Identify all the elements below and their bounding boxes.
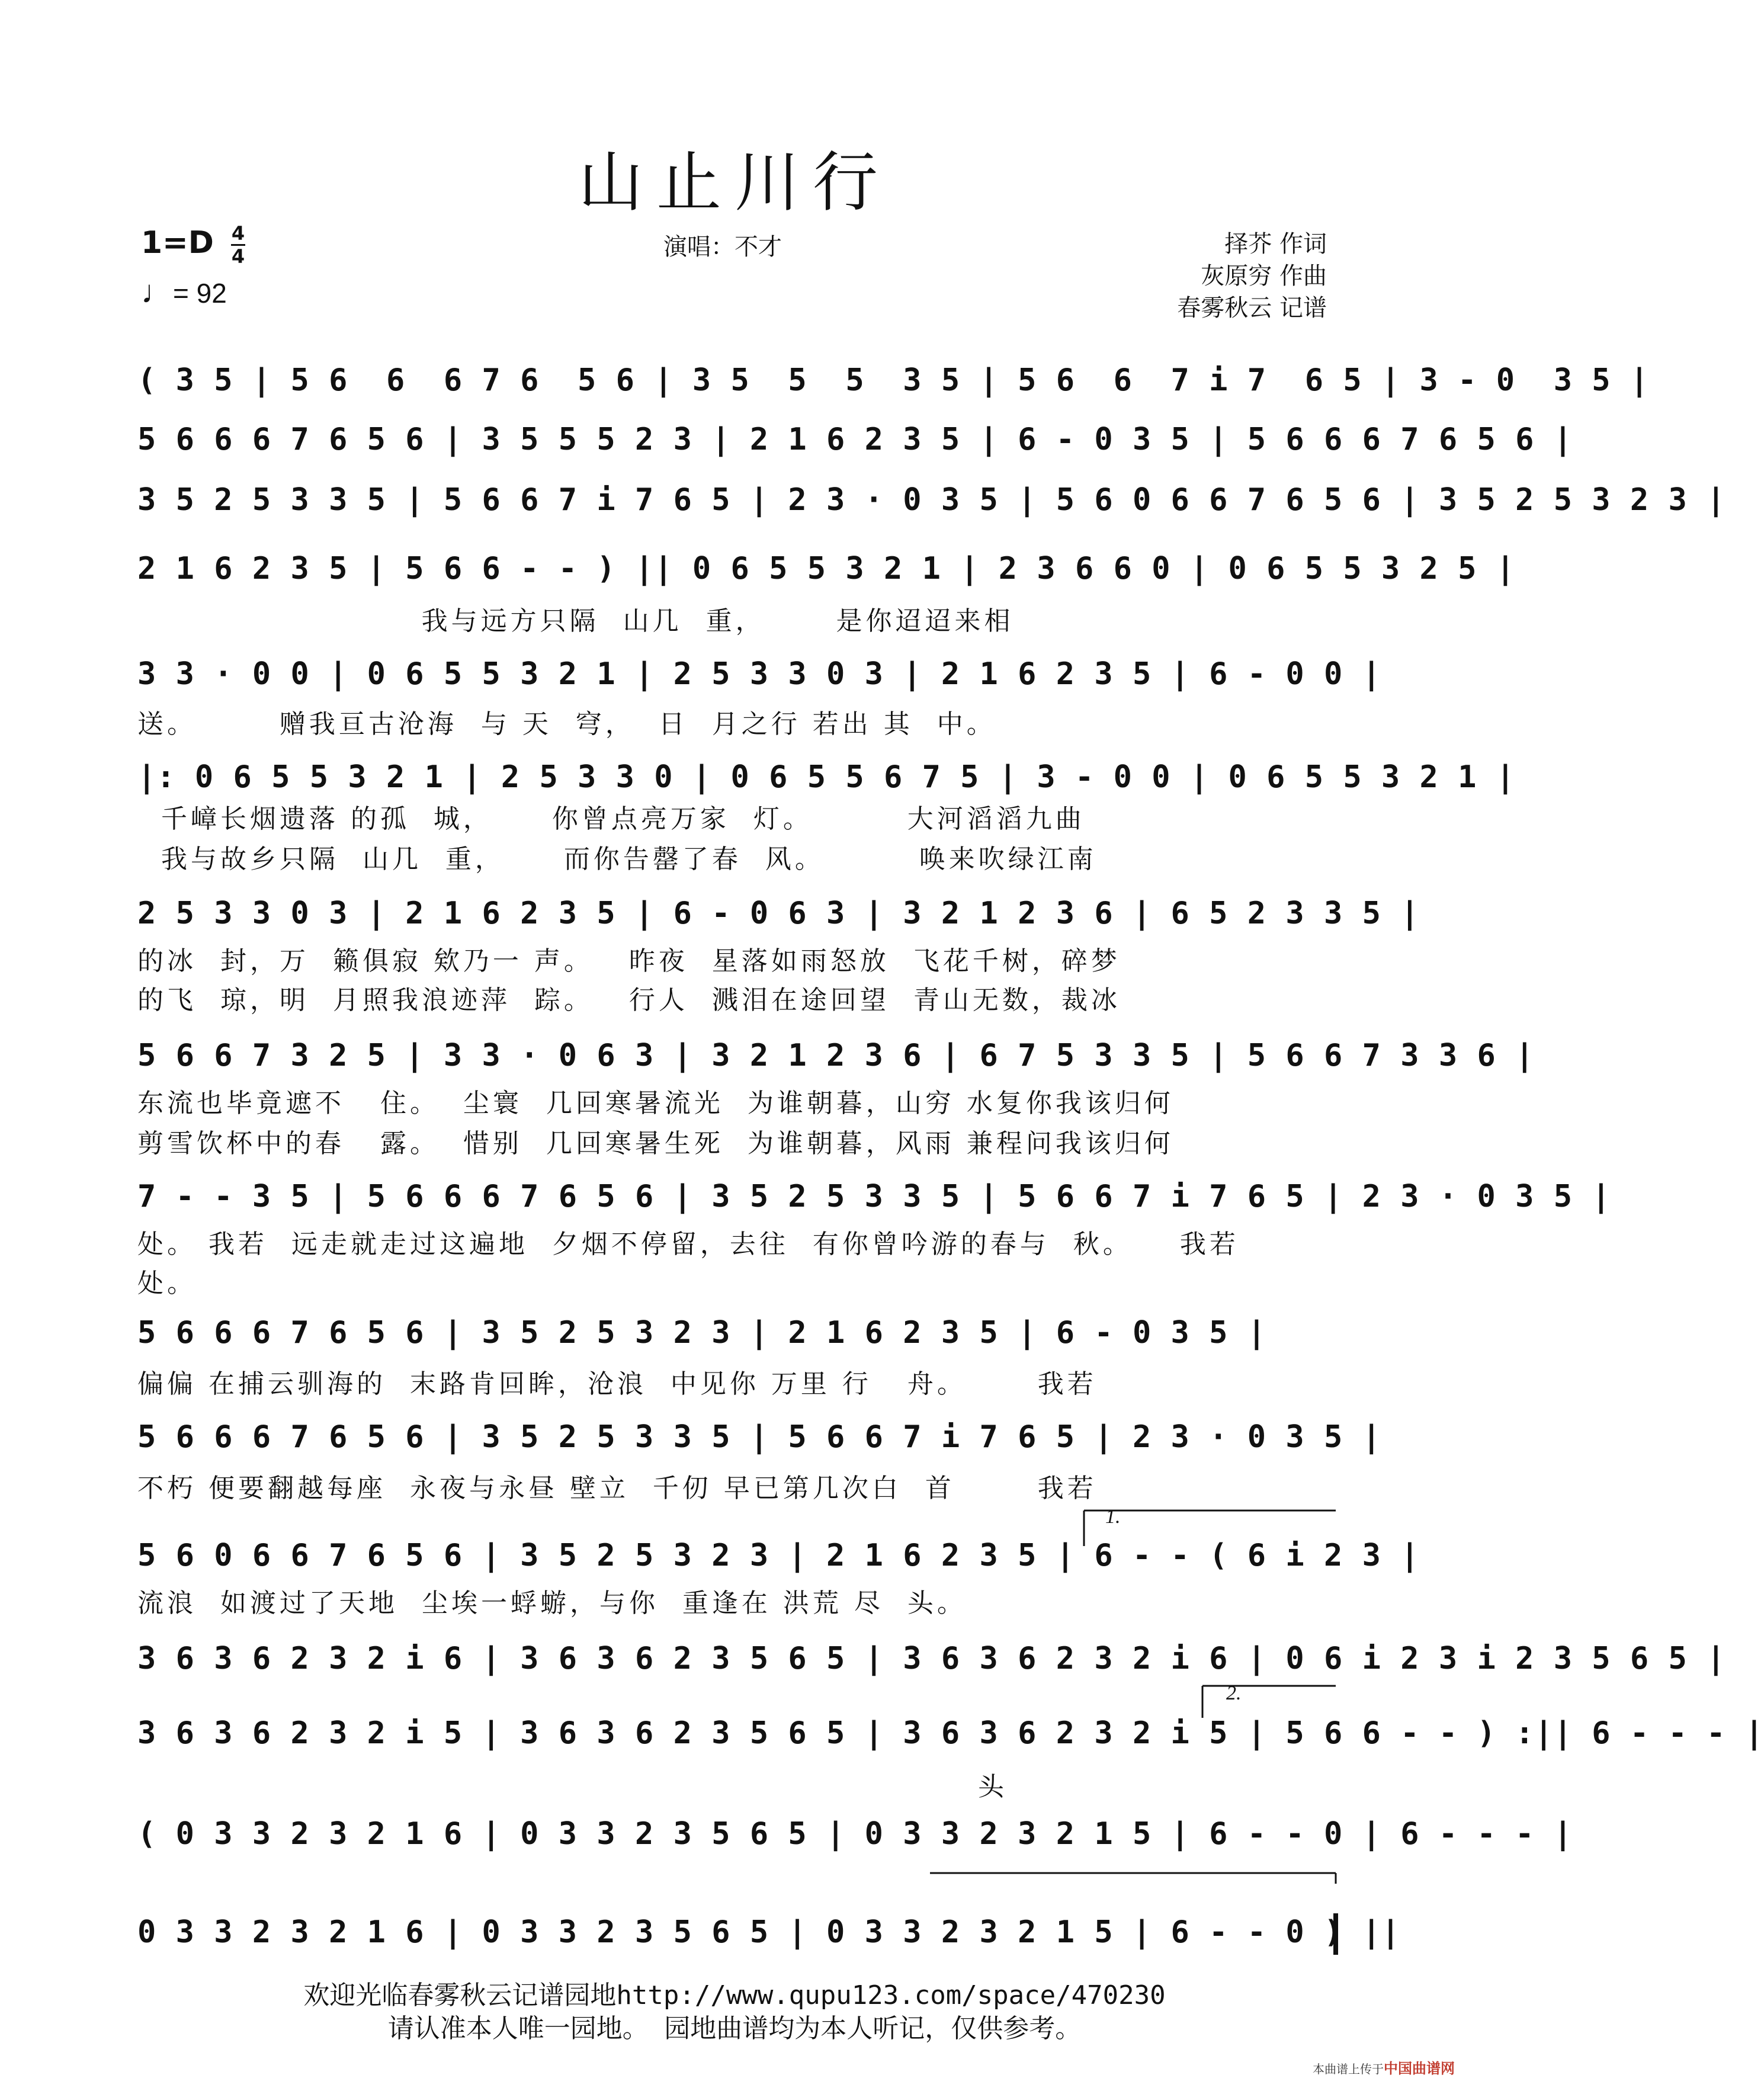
notation-row: 5 6 6 6 7 6 5 6 | 3 5 5 5 2 3 | 2 1 6 2 3 5 | 6 - 0 3 5 | 5 6 6 6 7 6 5 6 | xyxy=(137,422,1573,457)
lyric-line: 千嶂长烟遗落 的孤 城， 你曾点亮万家 灯。 大河滔滔九曲 xyxy=(137,804,1085,834)
singer-credit: 演唱：不才 xyxy=(663,233,782,261)
notation-row: 3 6 3 6 2 3 2 i 6 | 3 6 3 6 2 3 5 6 5 | 3 6 3 6 2 3 2 i 6 | 0 6 i 2 3 i 2 3 5 6 5 | xyxy=(137,1641,1726,1676)
lyric-line: 流浪 如渡过了天地 尘埃一蜉蝣，与你 重逢在 洪荒 尽 头。 xyxy=(137,1588,967,1618)
lyricist-credit: 择芥 作词 xyxy=(1224,230,1327,258)
lyric-line: 头 xyxy=(137,1772,1008,1802)
quarter-note-icon: ♩ xyxy=(141,274,173,310)
notation-row: 5 6 6 6 7 6 5 6 | 3 5 2 5 3 2 3 | 2 1 6 2 3 5 | 6 - 0 3 5 | xyxy=(137,1315,1267,1351)
key-signature: 1=D xyxy=(141,225,214,261)
notation-row: 7 - - 3 5 | 5 6 6 6 7 6 5 6 | 3 5 2 5 3 3 5 | 5 6 6 7 i 7 6 5 | 2 3 · 0 3 5 | xyxy=(137,1179,1611,1214)
notation-row: |: 0 6 5 5 3 2 1 | 2 5 3 3 0 | 0 6 5 5 6 7 5 | 3 - 0 0 | 0 6 5 5 3 2 1 | xyxy=(137,759,1516,795)
notation-row: ( 3 5 | 5 6 6 6 7 6 5 6 | 3 5 5 5 3 5 | 5 6 6 7 i 7 6 5 | 3 - 0 3 5 | xyxy=(137,363,1650,398)
notation-row: 2 5 3 3 0 3 | 2 1 6 2 3 5 | 6 - 0 6 3 | 3 2 1 2 3 6 | 6 5 2 3 3 5 | xyxy=(137,896,1420,931)
watermark-brand: 中国曲谱网 xyxy=(1384,2060,1455,2077)
watermark-prefix: 本曲谱上传于 xyxy=(1313,2062,1384,2076)
song-title: 山止川行 xyxy=(578,145,891,220)
lyric-line: 不朽 便要翻越每座 永夜与永昼 壁立 千仞 早已第几次白 首 我若 xyxy=(137,1473,1097,1503)
notation-row: 3 3 · 0 0 | 0 6 5 5 3 2 1 | 2 5 3 3 0 3 | 2 1 6 2 3 5 | 6 - 0 0 | xyxy=(137,656,1381,692)
lyric-line: 送。 赠我亘古沧海 与 天 穹， 日 月之行 若出 其 中。 xyxy=(137,709,996,739)
transcriber-credit: 春雾秋云 记谱 xyxy=(1177,294,1327,322)
lyric-line: 东流也毕竟遮不 住。 尘寰 几回寒暑流光 为谁朝暮，山穷 水复你我该归何 xyxy=(137,1088,1174,1118)
second-ending-label: 2. xyxy=(1226,1682,1242,1704)
lyric-line: 我与远方只隔 山几 重， 是你迢迢来相 xyxy=(137,606,1014,636)
first-ending-label: 1. xyxy=(1105,1506,1121,1528)
notation-row: 5 6 6 6 7 6 5 6 | 3 5 2 5 3 3 5 | 5 6 6 7 i 7 6 5 | 2 3 · 0 3 5 | xyxy=(137,1419,1381,1455)
lyric-line: 我与故乡只隔 山几 重， 而你告罄了春 风。 唤来吹绿江南 xyxy=(137,844,1097,874)
notation-row: 2 1 6 2 3 5 | 5 6 6 - - ) || 0 6 5 5 3 2 1 | 2 3 6 6 0 | 0 6 5 5 3 2 5 | xyxy=(137,551,1516,586)
watermark xyxy=(1313,2057,1455,2077)
lyric-line: 的飞 琼，明 月照我浪迹萍 踪。 行人 溅泪在途回望 青山无数，裁冰 xyxy=(137,985,1121,1015)
lyric-line: 剪雪饮杯中的春 露。 惜别 几回寒暑生死 为谁朝暮，风雨 兼程问我该归何 xyxy=(137,1128,1174,1159)
lyric-line: 处。 我若 远走就走过这遍地 夕烟不停留，去往 有你曾吟游的春与 秋。 我若 xyxy=(137,1229,1239,1259)
notation-row: 3 6 3 6 2 3 2 i 5 | 3 6 3 6 2 3 5 6 5 | 3 6 3 6 2 3 2 i 5 | 5 6 6 - - ) :|| 6 - - - | xyxy=(137,1715,1764,1751)
composer-credit: 灰原穷 作曲 xyxy=(1201,262,1327,290)
lyric-line: 的冰 封，万 籁俱寂 欸乃一 声。 昨夜 星落如雨怒放 飞花千树，碎梦 xyxy=(137,946,1121,976)
time-signature-top: 4 xyxy=(231,222,245,245)
notation-row: 3 5 2 5 3 3 5 | 5 6 6 7 i 7 6 5 | 2 3 · 0 3 5 | 5 6 0 6 6 7 6 5 6 | 3 5 2 5 3 2 3 | xyxy=(137,482,1726,518)
credits-block xyxy=(1177,228,1327,324)
footer-line-1: 欢迎光临春雾秋云记谱园地http://www.qupu123.com/space/470230 xyxy=(303,1980,1166,2010)
footer-line-2: 请认准本人唯一园地。 园地曲谱均为本人听记，仅供参考。 xyxy=(387,2013,1082,2044)
time-signature-bottom: 4 xyxy=(231,245,245,268)
tempo-marking xyxy=(141,274,227,310)
notation-row: 5 6 6 7 3 2 5 | 3 3 · 0 6 3 | 3 2 1 2 3 6 | 6 7 5 3 3 5 | 5 6 6 7 3 3 6 | xyxy=(137,1038,1535,1073)
notation-row: 0 3 3 2 3 2 1 6 | 0 3 3 2 3 5 6 5 | 0 3 3 2 3 2 1 5 | 6 - - 0 ) || xyxy=(137,1915,1401,1950)
lyric-line: 偏偏 在捕云驯海的 末路肯回眸，沧浪 中见你 万里 行 舟。 我若 xyxy=(137,1369,1097,1399)
notation-row: 5 6 0 6 6 7 6 5 6 | 3 5 2 5 3 2 3 | 2 1 6 2 3 5 | 6 - - ( 6 i 2 3 | xyxy=(137,1538,1420,1573)
tempo-value: = 92 xyxy=(173,278,227,309)
lyric-line: 处。 xyxy=(137,1268,197,1298)
notation-row: ( 0 3 3 2 3 2 1 6 | 0 3 3 2 3 5 6 5 | 0 3 3 2 3 2 1 5 | 6 - - 0 | 6 - - - | xyxy=(137,1816,1573,1852)
time-signature xyxy=(231,224,245,266)
